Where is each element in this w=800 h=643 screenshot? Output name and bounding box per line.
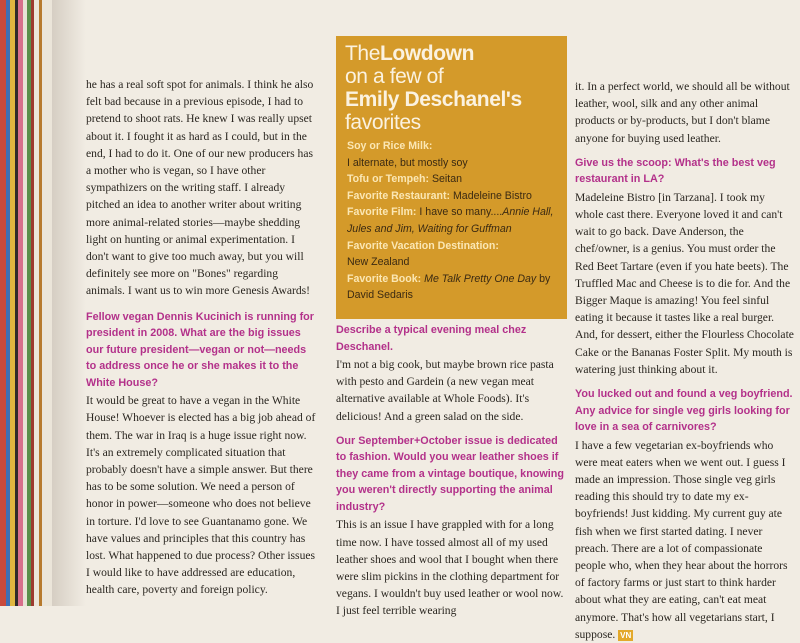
answer-kucinich: It would be great to have a vegan in the White House! Whoever is elected has a big job ahead of them. The war in Iraq is a huge issue right now. It's an extremely complicated situation that probably doesn't have a simple answer. But there has to be some solution. We need a person of honor in power—someone who does not believe in torture. I'd love to see Guantanamo gone. We have values and principles that this country has lost. What happened to due process? Other issues I would like to have addressed are education, health care, poverty and foreign policy. [86, 394, 316, 597]
answer-leather-shoes: This is an issue I have grappled with for a long time now. I have tossed almost all of my used leather shoes and wool that I bought when there were slim pickins in the clothing department for vegans. I wouldn't buy used leather or wool now. I just feel terrible wearing [336, 518, 564, 618]
answer-best-restaurant: Madeleine Bistro [in Tarzana]. I took my whole cast there. Everyone loved it and can't wait to go back. Dave Anderson, the chef/owner, is a genius. You must order the Red Beet Tartare (even if you hate beets). The Truffled Mac and Cheese is to die for. And the Bigger Maque is amazing! You feel sinful eating it because it tastes like a real burger. And, for dessert, either the Flourless Chocolate Cake or the Bananas Foster Split. My mouth is watering just thinking about it. [575, 190, 794, 376]
column-3 [575, 78, 795, 643]
favorites-list [336, 134, 567, 304]
column-2 [336, 322, 568, 620]
favorite-item: Favorite Vacation Destination: New Zealand [347, 239, 499, 269]
question-leather-shoes: Our September+October issue is dedicated to fashion. Would you wear leather shoes if they came from a vintage boutique, knowing you weren't directly supporting the animal industry? [336, 434, 564, 513]
end-mark-icon: VN [620, 630, 632, 640]
col3-intro: it. In a perfect world, we should all be without leather, wool, silk and any other animal products or by-products, but I don't blame anyone for buying used leather. [575, 80, 790, 145]
col1-intro: he has a real soft spot for animals. I think he also felt bad because in a previous episode, I had to pretend to shoot rats. He knew I was really upset about it. I fought it as hard as I could, but in the end, I had to do it. One of our new producers has a mother who is vegan, so I have other sympathizers on the writing staff. I already pitched an idea to another writer about writing more animal-related stories—maybe shedding light on hunting or animal experimentation. I don't want to give too much away, but you will definitely see more on "Bones" regarding animals. I want us to win more Genesis Awards! [86, 78, 314, 298]
sidebar-title: TheLowdown on a few of Emily Deschanel's favorites [345, 42, 522, 134]
answer-veg-boyfriend: I have a few vegetarian ex-boyfriends who were meat eaters when we went out. I guess I made an impression. Those single veg girls reading this should try to date my ex-boyfriends! Just kidding. My current guy ate fish when we first started dating. I never preach. There are a lot of compassionate people who, when they hear about the horrors of factory farms or just start to think harder about what they are eating, can't eat meat anymore. That's how all vegetarians start, I suppose. VN [575, 438, 788, 641]
question-evening-meal: Describe a typical evening meal chez Deschanel. [336, 324, 527, 353]
spine-shadow [52, 0, 86, 606]
question-kucinich: Fellow vegan Dennis Kucinich is running for president in 2008. What are the big issues our future president—vegan or not—needs to address once he or she makes it to the White House? [86, 310, 314, 389]
column-1 [86, 76, 318, 599]
lowdown-sidebar [336, 36, 567, 319]
page-edge-stripes [0, 0, 52, 606]
answer-evening-meal: I'm not a big cook, but maybe brown rice pasta with pesto and Gardein (a new vegan meat alternative available at Whole Foods). It's delicious! And a green salad on the side. [336, 358, 554, 423]
favorite-item: Tofu or Tempeh: Seitan [347, 173, 462, 186]
question-best-restaurant: Give us the scoop: What's the best veg restaurant in LA? [575, 156, 776, 186]
favorite-item: Favorite Film: I have so many....Annie Hall, Jules and Jim, Waiting for Guffman [347, 206, 554, 235]
favorite-item: Favorite Book: Me Talk Pretty One Day by David Sedaris [347, 272, 551, 302]
question-veg-boyfriend: You lucked out and found a veg boyfriend. Any advice for single veg girls looking for love in a sea of carnivores? [575, 388, 793, 434]
favorite-item: Soy or Rice Milk: I alternate, but mostly soy [347, 140, 468, 169]
favorite-item: Favorite Restaurant: Madeleine Bistro [347, 189, 532, 202]
